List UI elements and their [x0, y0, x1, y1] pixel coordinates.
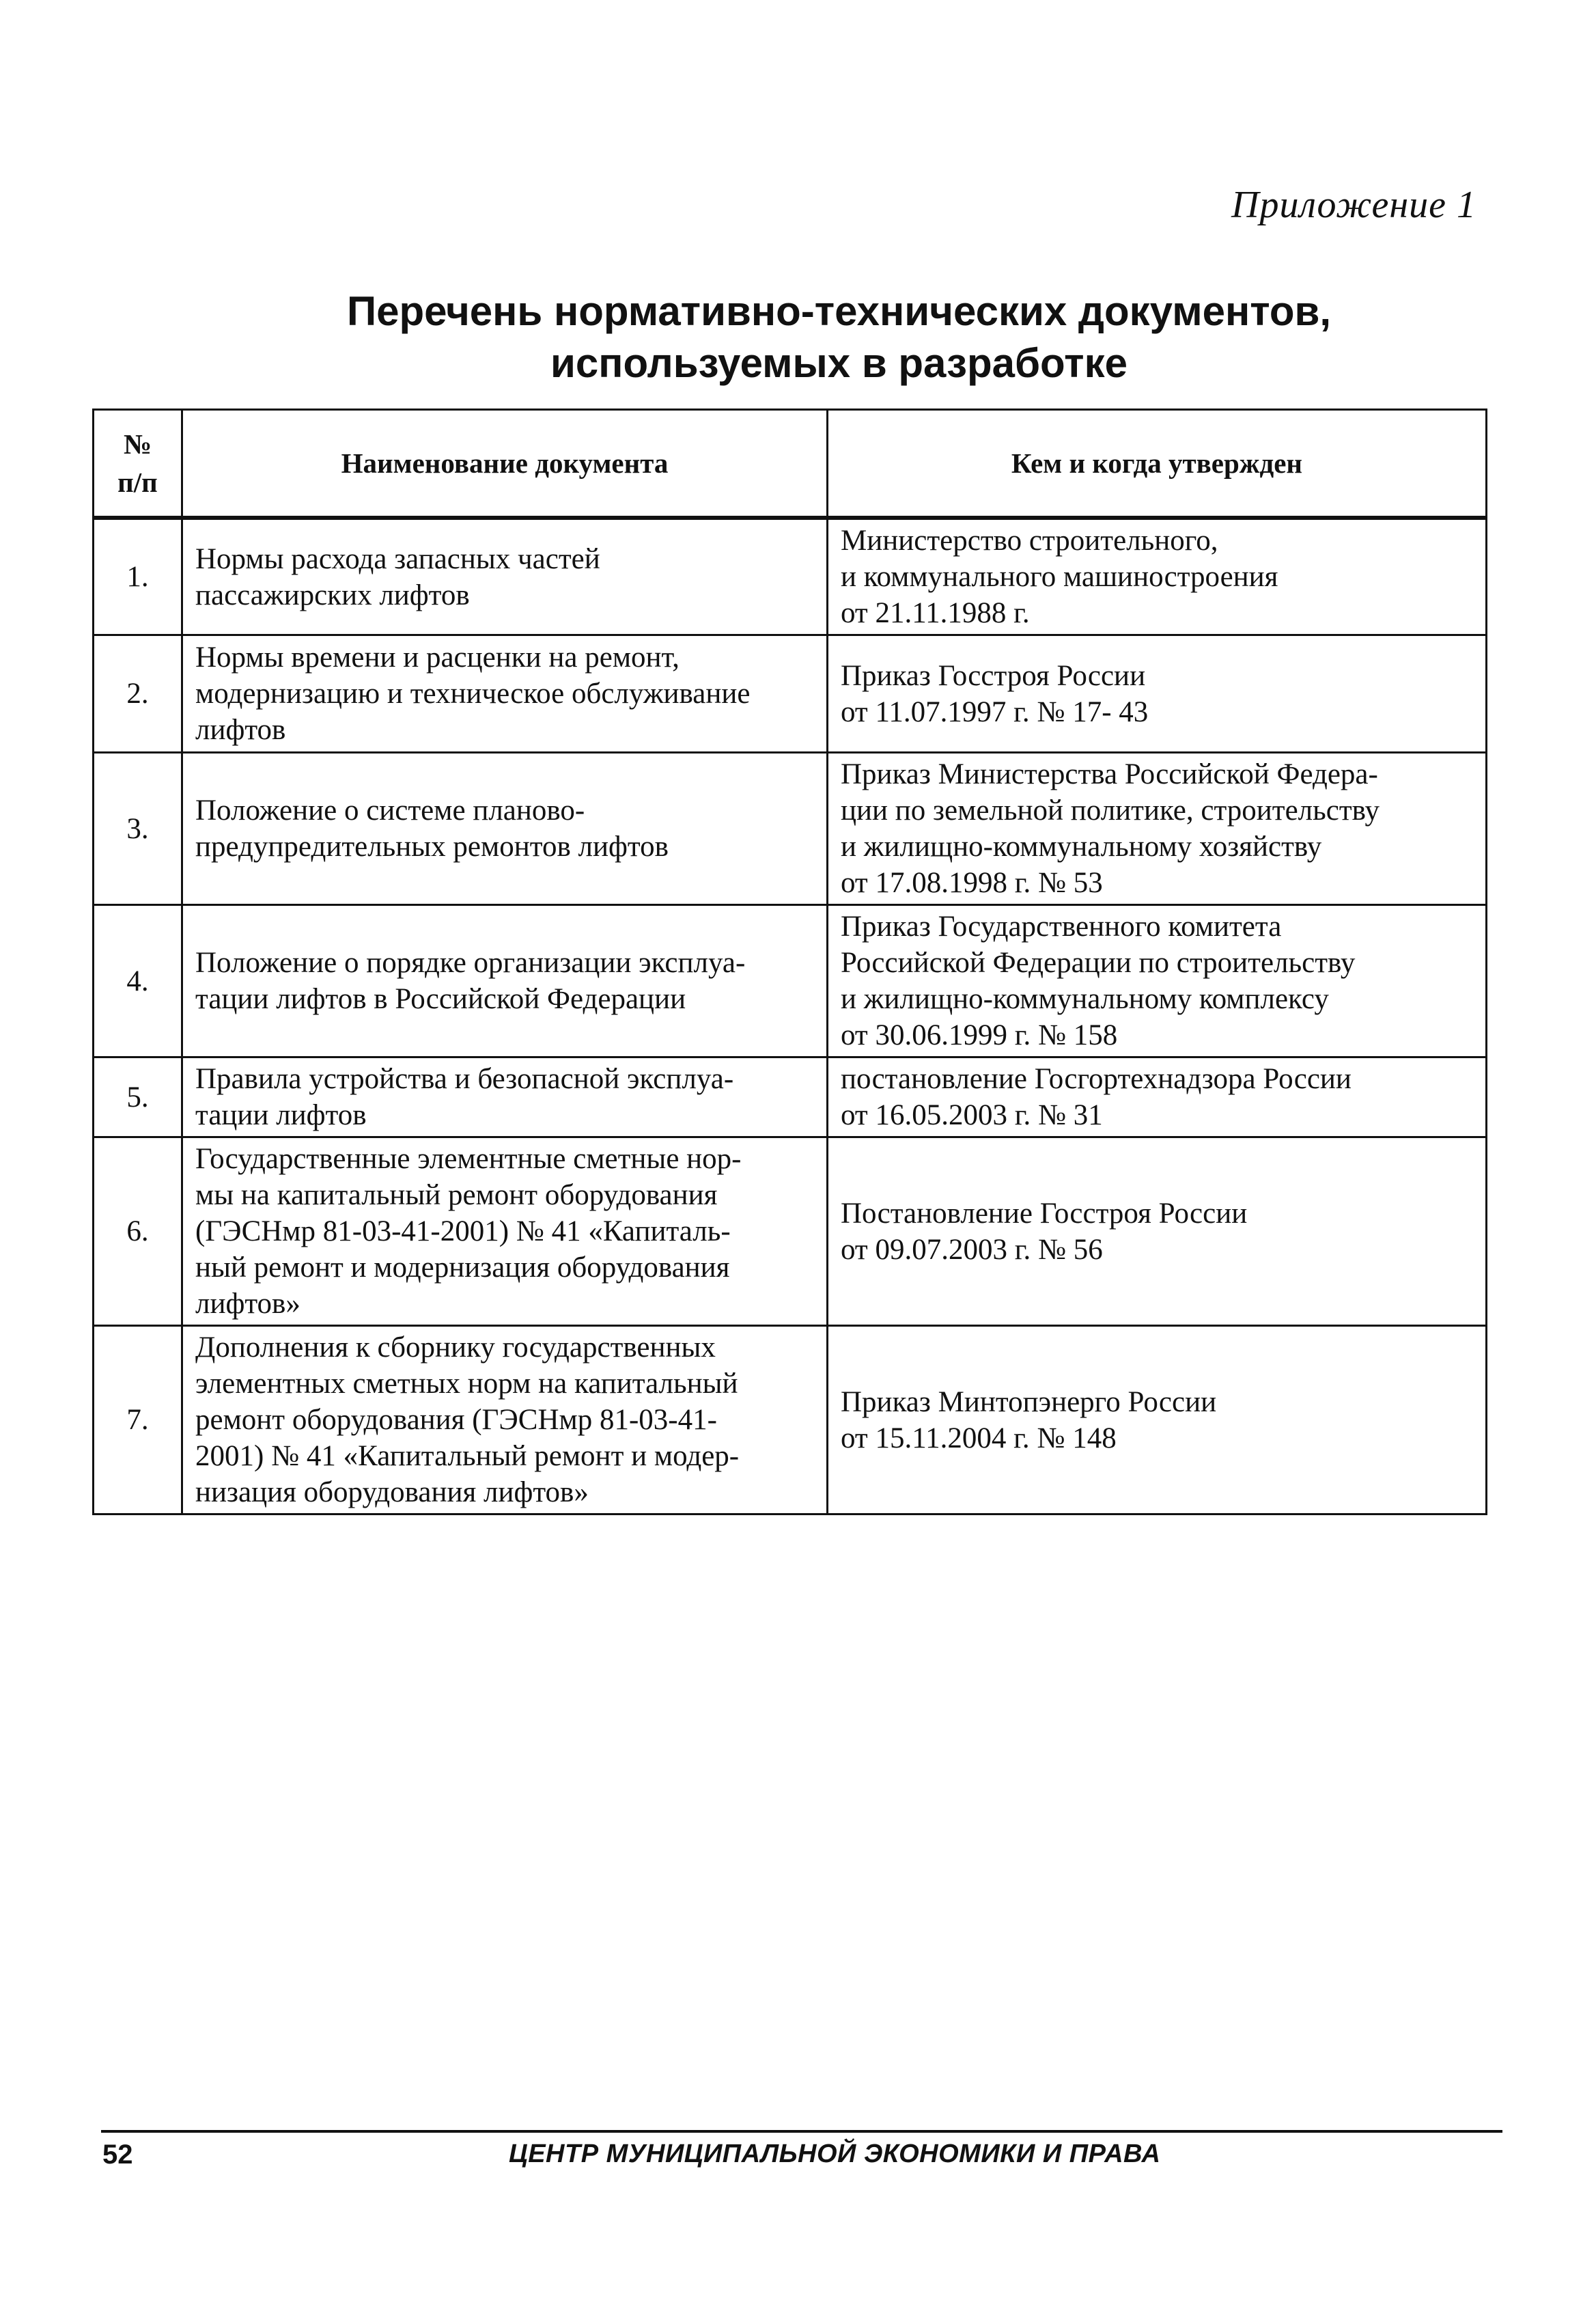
approved-by: Министерство строительного, и коммунального машиностроения от 21.11.1988 г.	[828, 518, 1487, 635]
row-number: 6.	[94, 1137, 182, 1326]
table-row	[94, 753, 1487, 905]
title-line-1: Перечень нормативно-технических документов,	[346, 288, 1332, 334]
approved-by: Приказ Госстроя России от 11.07.1997 г. № 17- 43	[828, 635, 1487, 753]
row-number: 2.	[94, 635, 182, 753]
row-number: 5.	[94, 1057, 182, 1137]
publisher-name: ЦЕНТР МУНИЦИПАЛЬНОЙ ЭКОНОМИКИ И ПРАВА	[509, 2140, 1161, 2168]
document-name: Государственные элементные сметные нор- мы на капитальный ремонт оборудования (ГЭСНмр 81-03-41-2001) № 41 «Капиталь- ный ремонт и модернизация оборудования лифтов»	[182, 1137, 828, 1326]
header-num: № п/п	[94, 410, 182, 518]
approved-by: постановление Госгортехнадзора России от 16.05.2003 г. № 31	[828, 1057, 1487, 1137]
table-row	[94, 518, 1487, 635]
document-name: Дополнения к сборнику государственных элементных сметных норм на капитальный ремонт оборудования (ГЭСНмр 81-03-41- 2001) № 41 «Капитальный ремонт и модер- низация оборудования лифтов»	[182, 1326, 828, 1514]
approved-by: Постановление Госстроя России от 09.07.2003 г. № 56	[828, 1137, 1487, 1326]
title-line-2: используемых в разработке	[550, 340, 1128, 386]
document-name: Нормы расхода запасных частей пассажирских лифтов	[182, 518, 828, 635]
table-row	[94, 1326, 1487, 1514]
page-number: 52	[102, 2140, 133, 2170]
table-row	[94, 905, 1487, 1057]
document-name: Положение о порядке организации эксплуа- тации лифтов в Российской Федерации	[182, 905, 828, 1057]
row-number: 4.	[94, 905, 182, 1057]
footer-divider	[101, 2130, 1502, 2133]
documents-table	[92, 409, 1487, 1515]
table-row	[94, 1057, 1487, 1137]
appendix-label: Приложение 1	[1231, 184, 1476, 226]
approved-by: Приказ Государственного комитета Российской Федерации по строительству и жилищно-коммунальному комплексу от 30.06.1999 г. № 158	[828, 905, 1487, 1057]
document-name: Нормы времени и расценки на ремонт, модернизацию и техническое обслуживание лифтов	[182, 635, 828, 753]
approved-by: Приказ Минтопэнерго России от 15.11.2004 г. № 148	[828, 1326, 1487, 1514]
table-row	[94, 1137, 1487, 1326]
row-number: 1.	[94, 518, 182, 635]
table-header-row	[94, 410, 1487, 518]
approved-by: Приказ Министерства Российской Федера- ции по земельной политике, строительству и жилищно-коммунальному хозяйству от 17.08.1998 г. № 53	[828, 753, 1487, 905]
header-document-name: Наименование документа	[182, 410, 828, 518]
row-number: 7.	[94, 1326, 182, 1514]
document-name: Положение о системе планово- предупредительных ремонтов лифтов	[182, 753, 828, 905]
document-name: Правила устройства и безопасной эксплуа- тации лифтов	[182, 1057, 828, 1137]
table-row	[94, 635, 1487, 753]
header-approved-by: Кем и когда утвержден	[828, 410, 1487, 518]
page-title	[0, 286, 1596, 389]
row-number: 3.	[94, 753, 182, 905]
